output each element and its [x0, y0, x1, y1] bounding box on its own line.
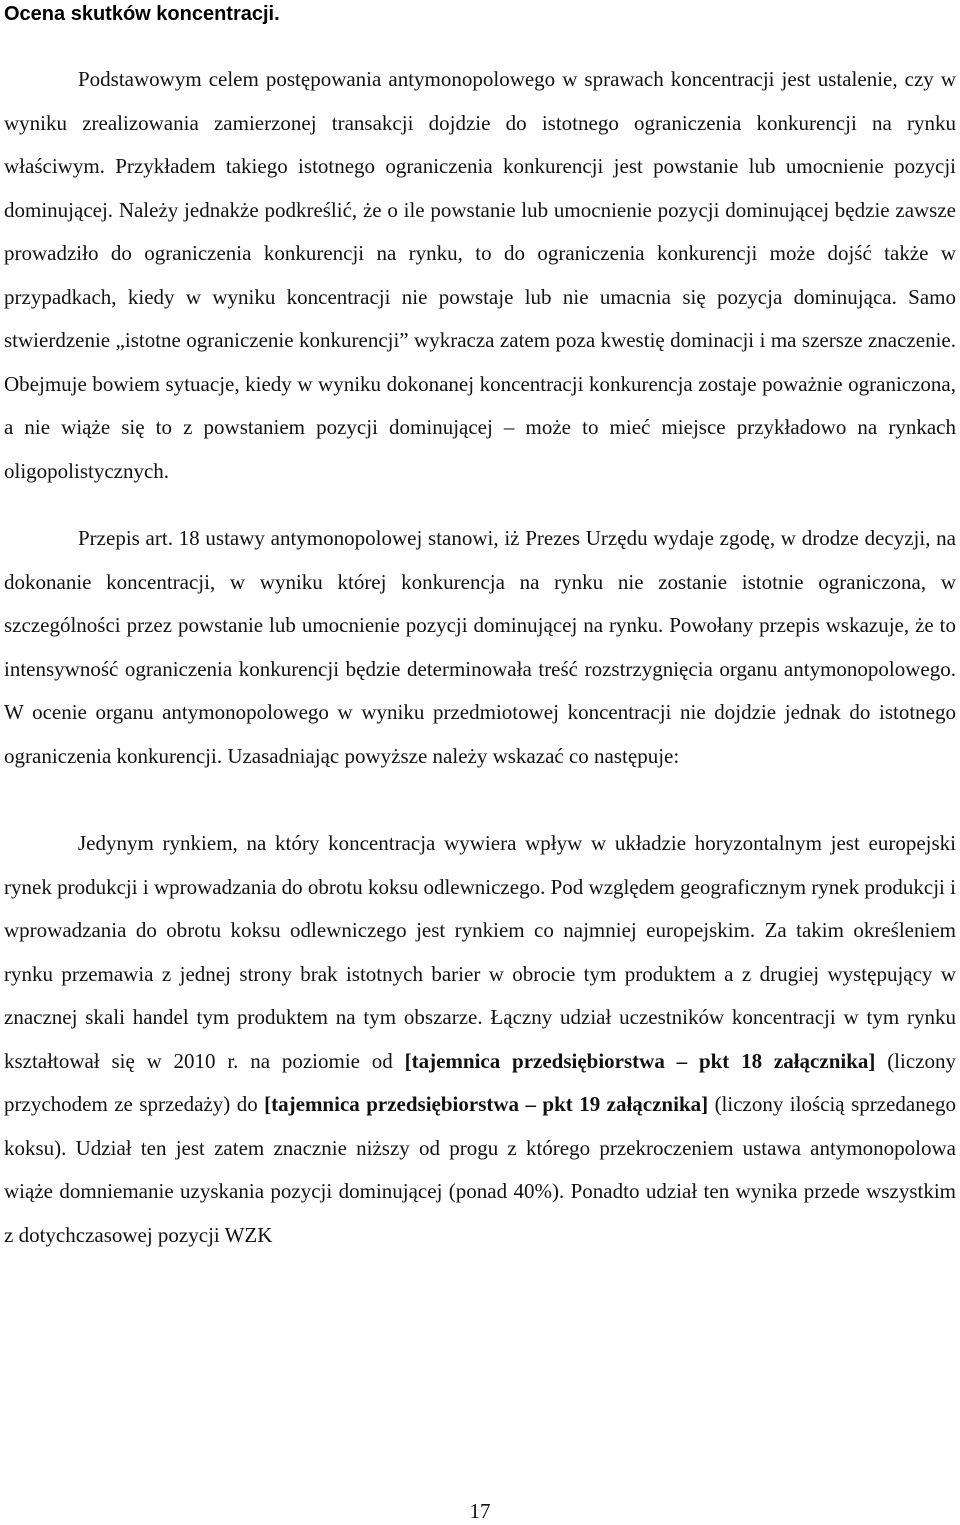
confidential-note-1: [tajemnica przedsiębiorstwa – pkt 18 załącznika]	[404, 1048, 876, 1073]
section-heading: Ocena skutków koncentracji.	[4, 3, 280, 25]
paragraph-market-analysis	[4, 822, 956, 1257]
market-text-part-1: Jedynym rynkiem, na który koncentracja wywiera wpływ w układzie horyzontalnym jest europejski rynek produkcji i wprowadzania do obrotu koksu odlewniczego. Pod względem geograficznym rynek produkcji i wprowadzania do obrotu koksu odlewniczego jest rynkiem co najmniej europejskim. Za takim określeniem rynku przemawia z jednej strony brak istotnych barier w obrocie tym produktem a z drugiej występujący w znacznej skali handel tym produktem na tym obszarze. Łączny udział uczestników koncentracji w tym rynku kształtował się w 2010 r. na poziomie od	[4, 831, 956, 1073]
market-text-part-3: (liczony ilością sprzedanego koksu). Udział ten jest zatem znacznie niższy od progu z którego przekroczeniem ustawa antymonopolowa wiąże domniemanie uzyskania pozycji dominującej (ponad 40%). Ponadto udział ten wynika przede wszystkim z dotychczasowej pozycji WZK	[4, 1092, 957, 1247]
confidential-note-2: [tajemnica przedsiębiorstwa – pkt 19 załącznika]	[264, 1092, 709, 1116]
paragraph-article-18: Przepis art. 18 ustawy antymonopolowej stanowi, iż Prezes Urzędu wydaje zgodę, w drodze decyzji, na dokonanie koncentracji, w wyniku której konkurencja na rynku nie zostanie istotnie ograniczona, w szczególności przez powstanie lub umocnienie pozycji dominującej na rynku. Powołany przepis wskazuje, że to intensywność ograniczenia konkurencji będzie determinowała treść rozstrzygnięcia organu antymonopolowego. W ocenie organu antymonopolowego w wyniku przedmiotowej koncentracji nie dojdzie jednak do istotnego ograniczenia konkurencji. Uzasadniając powyższe należy wskazać co następuje:	[4, 526, 956, 768]
paragraph-concentration-goal: Podstawowym celem postępowania antymonopolowego w sprawach koncentracji jest ustalenie, czy w wyniku zrealizowania zamierzonej transakcji dojdzie do istotnego ograniczenia konkurencji na rynku właściwym. Przykładem takiego istotnego ograniczenia konkurencji jest powstanie lub umocnienie pozycji dominującej. Należy jednakże podkreślić, że o ile powstanie lub umocnienie pozycji dominującej będzie zawsze prowadziło do ograniczenia konkurencji na rynku, to do ograniczenia konkurencji może dojść także w przypadkach, kiedy w wyniku koncentracji nie powstaje lub nie umacnia się pozycja dominująca. Samo stwierdzenie „istotne ograniczenie konkurencji” wykracza zatem poza kwestię dominacji i ma szersze znaczenie. Obejmuje bowiem sytuacje, kiedy w wyniku dokonanej koncentracji konkurencja zostaje poważnie ograniczona, a nie wiąże się to z powstaniem pozycji dominującej – może to mieć miejsce przykładowo na rynkach oligopolistycznych.	[4, 67, 956, 483]
page-number: 17	[469, 1499, 491, 1523]
market-text-part-2: (liczony przychodem ze sprzedaży) do	[4, 1048, 956, 1116]
